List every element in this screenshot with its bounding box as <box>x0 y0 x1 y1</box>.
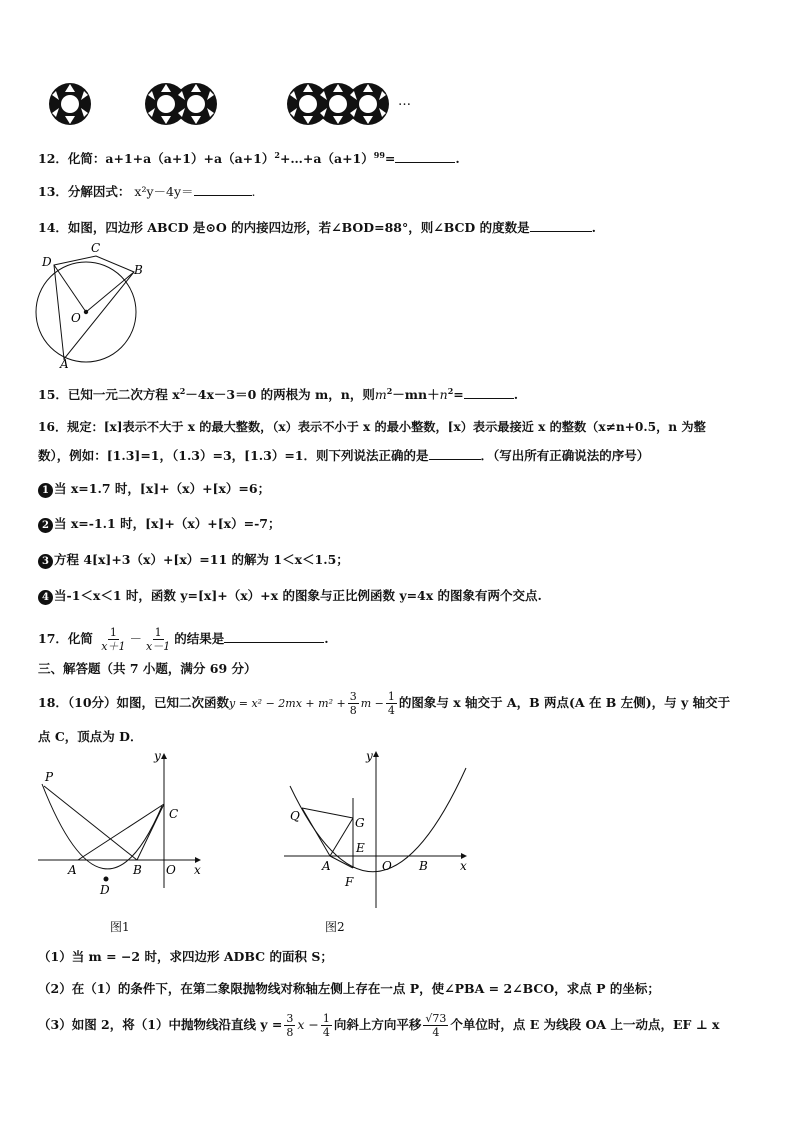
q18-rest: 的图象与 x 轴交于 A，B 两点(A 在 B 左侧)，与 y 轴交于 <box>398 695 731 710</box>
q17-suffix: 的结果是 <box>174 631 225 646</box>
q14-quad <box>54 256 134 359</box>
q17-frac2-den: x－1 <box>145 640 171 653</box>
fig2-label-a: A <box>322 859 331 873</box>
q13-answer-blank[interactable] <box>194 182 252 196</box>
q14-label-o: O <box>71 311 81 325</box>
fig2-label-g: G <box>355 816 365 830</box>
q18-frac2-num: 1 <box>387 690 395 703</box>
q12-answer-blank[interactable] <box>395 149 455 163</box>
q13-end: . <box>251 184 256 199</box>
q18-figure-2 <box>280 748 480 913</box>
q17-frac2-num: 1 <box>154 626 162 639</box>
q16-option-4 <box>38 587 542 605</box>
q17-frac1-num: 1 <box>109 626 117 639</box>
q18-part-2: （2）在（1）的条件下，在第二象限抛物线对称轴左侧上存在一点 P，使∠PBA = 2∠BCO，求点 P 的坐标； <box>38 981 660 996</box>
question-14 <box>38 218 596 237</box>
q15-end: . <box>513 387 519 403</box>
fig1-caption: 图1 <box>110 920 130 934</box>
fig1-vertex-dot <box>104 877 109 882</box>
q17-answer-blank[interactable] <box>224 629 324 643</box>
fig2-label-o: O <box>382 859 392 873</box>
q14-answer-blank[interactable] <box>530 218 592 232</box>
q18-p3-frac2-num: 1 <box>322 1012 330 1025</box>
q17-end: . <box>324 631 329 646</box>
q12-end: . <box>455 151 460 167</box>
question-16-line-1: 16．规定：[x]表示不大于 x 的最大整数，（x）表示不小于 x 的最小整数，[x）表示最接近 x 的整数（x≠n+0.5，n 为整 <box>38 420 706 434</box>
q18-p3b: x − <box>297 1017 319 1032</box>
q13-expr: x²y－4y＝ <box>134 184 194 199</box>
q14-label-b: B <box>134 263 143 277</box>
q12-eq: = <box>384 151 396 167</box>
fig1-label-d: D <box>100 883 110 897</box>
q16-line2: 数），例如：[1.3]=1，（1.3）=3，[1.3）=1．则下列说法正确的是 <box>38 448 429 463</box>
q12-mid: +…+a（a+1） <box>279 151 374 167</box>
q18-frac2-den: 4 <box>387 704 395 717</box>
pattern-2 <box>145 83 217 125</box>
fig1-label-c: C <box>169 807 179 821</box>
q16-option-4-text: 当-1＜x＜1 时，函数 y=[x]+（x）+x 的图象与正比例函数 y=4x 的图象有两个交点. <box>54 588 542 603</box>
q18-p3-frac-num: 3 <box>286 1012 294 1025</box>
q16-option-1-text: 当 x=1.7 时，[x]+（x）+[x）=6； <box>54 481 271 496</box>
fig1-label-p: P <box>45 770 54 784</box>
q18-p3-frac-den: 8 <box>286 1026 294 1039</box>
fig2-caption: 图2 <box>325 920 345 934</box>
pattern-1 <box>49 83 91 125</box>
q15-exp: 2 <box>179 386 186 396</box>
fig1-label-a: A <box>68 863 77 877</box>
q18-func-b: m − <box>360 697 384 710</box>
question-18-line-1 <box>38 688 730 719</box>
q18-part-1: （1）当 m = −2 时，求四边形 ADBC 的面积 S； <box>38 949 333 964</box>
fig2-ag <box>330 818 353 856</box>
fig2-label-q: Q <box>290 809 300 823</box>
fig1-label-o: O <box>166 863 176 877</box>
q15-mid2: －mn＋ <box>392 387 440 403</box>
q13-prefix: 13．分解因式： <box>38 184 131 199</box>
question-17 <box>38 622 329 656</box>
q17-prefix: 17．化简 <box>38 631 93 646</box>
q15-prefix: 15．已知一元二次方程 x <box>38 387 180 403</box>
q16-option-1 <box>38 480 270 498</box>
fig2-label-y: y <box>366 749 373 763</box>
question-13 <box>38 182 256 201</box>
q14-figure <box>30 240 150 370</box>
fig2-label-b: B <box>419 859 428 873</box>
q16-option-4-number: 4 <box>38 590 53 605</box>
q18-part-3 <box>38 1008 720 1042</box>
q18-frac-den: 8 <box>349 704 357 717</box>
q18-frac-num: 3 <box>349 690 357 703</box>
fig2-qg <box>302 808 353 818</box>
q17-minus: － <box>129 631 142 646</box>
q16-line2b: ．（写出所有正确说法的序号） <box>480 448 650 463</box>
fig1-ac <box>78 804 164 860</box>
question-18-line-2: 点 C，顶点为 D． <box>38 729 143 744</box>
q16-option-3-text: 方程 4[x]+3（x）+[x）=11 的解为 1＜x＜1.5； <box>54 552 349 567</box>
q14-label-d: D <box>42 255 52 269</box>
q18-p3-frac2-den: 4 <box>322 1026 330 1039</box>
question-15 <box>38 382 518 404</box>
q12-prefix: 12．化简：a+1+a（a+1）+a（a+1） <box>38 151 275 167</box>
fig2-af <box>330 856 353 868</box>
fig1-label-y: y <box>154 749 161 763</box>
fig1-label-b: B <box>133 863 142 877</box>
q17-frac1-den: x＋1 <box>101 640 126 653</box>
q18-p3d: 个单位时，点 E 为线段 OA 上一动点，EF ⊥ x <box>450 1017 720 1032</box>
q16-option-2-text: 当 x=-1.1 时，[x]+（x）+[x）=-7； <box>54 516 281 531</box>
question-12 <box>38 146 460 168</box>
q12-exp2: 99 <box>373 150 385 160</box>
q15-eq: = <box>453 387 464 403</box>
q16-answer-blank[interactable] <box>429 446 481 460</box>
q14-label-a: A <box>60 357 69 370</box>
q15-n-exp: 2 <box>447 386 454 396</box>
q18-func-a: y = x² − 2mx + m² + <box>229 697 346 710</box>
q14-text: 14．如图，四边形 ABCD 是⊙O 的内接四边形，若∠BOD=88°，则∠BCD 的度数是 <box>38 220 530 235</box>
fig1-pb <box>44 786 137 860</box>
fig2-label-e: E <box>356 841 365 855</box>
q18-p3c: 向斜上方向平移 <box>333 1017 422 1032</box>
q18-prefix: 18．（10分）如图，已知二次函数 <box>38 695 230 710</box>
pattern-3 <box>287 83 389 125</box>
q18-p3-sqrt-num: √73 <box>425 1012 447 1025</box>
fig2-label-f: F <box>345 875 354 889</box>
q14-ob <box>86 272 134 312</box>
q14-center-dot <box>84 310 88 314</box>
q18-p3a: （3）如图 2，将（1）中抛物线沿直线 y = <box>38 1017 283 1032</box>
pattern-ellipsis: … <box>398 94 411 109</box>
q15-m-exp: 2 <box>386 386 393 396</box>
q12-exp1: 2 <box>274 150 280 160</box>
fig2-label-x: x <box>460 859 467 873</box>
q15-answer-blank[interactable] <box>464 385 514 399</box>
fig1-label-x: x <box>194 863 201 877</box>
q15-m: m <box>374 387 387 403</box>
q15-mid: －4x－3＝0 的两根为 m，n，则 <box>185 387 375 403</box>
pattern-figures <box>40 78 400 130</box>
q14-od <box>54 265 86 312</box>
q15-n: n <box>439 387 448 403</box>
question-16-line-2 <box>38 446 649 465</box>
q16-option-2-number: 2 <box>38 518 53 533</box>
fig2-qa <box>302 808 330 856</box>
q16-option-2 <box>38 515 280 533</box>
q16-option-1-number: 1 <box>38 483 53 498</box>
q14-end: . <box>591 220 596 235</box>
q18-p3-sqrt-den: 4 <box>432 1026 440 1039</box>
q18-figure-1 <box>30 748 210 898</box>
q16-option-3-number: 3 <box>38 554 53 569</box>
q14-label-c: C <box>91 241 101 255</box>
fig1-parabola <box>42 784 162 869</box>
q16-option-3 <box>38 551 349 569</box>
section-3-title: 三、解答题（共 7 小题，满分 69 分） <box>38 661 257 676</box>
